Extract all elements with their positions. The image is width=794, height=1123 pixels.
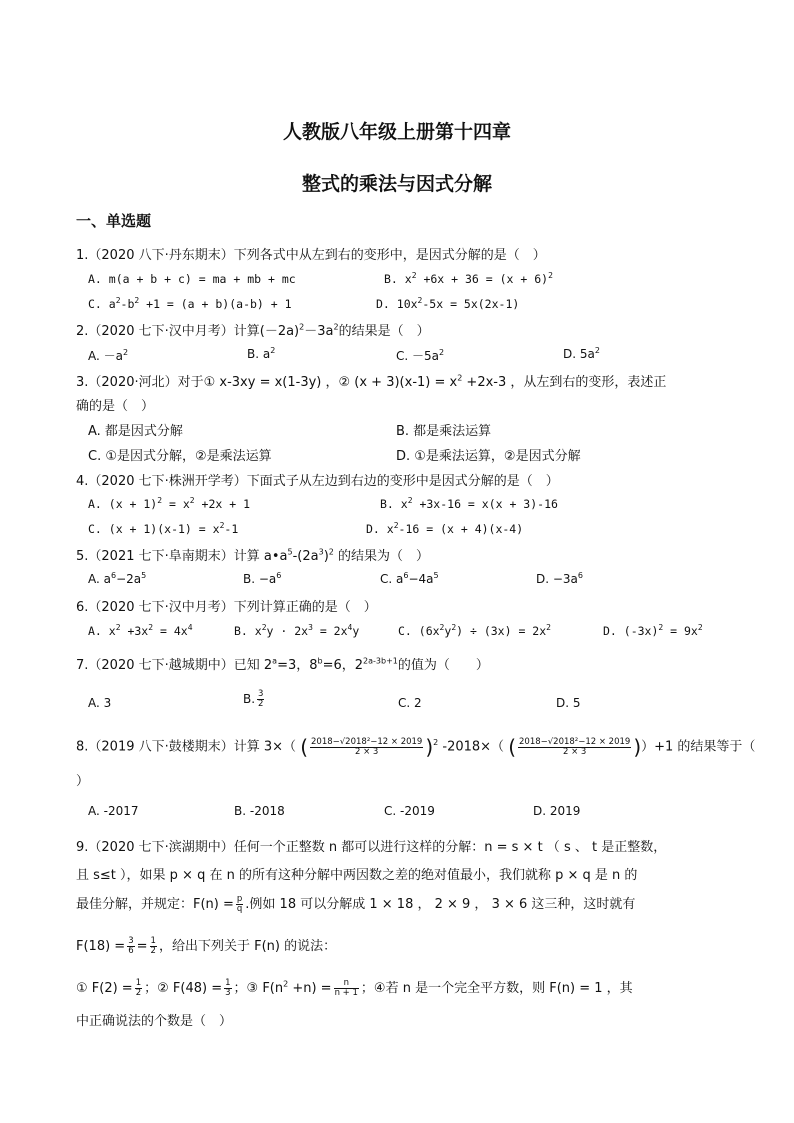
q4-option-b: B. $x^2 +3x-16 = x(x + 3)-16$ [380, 496, 558, 511]
q5-option-b: B. $-a^6$ [243, 571, 282, 586]
q2-option-a: A. $-a^2$ [88, 348, 129, 363]
q5-option-d: D. $-3a^6$ [536, 571, 584, 586]
question-8-stem: 8.（2019 八下·鼓楼期末）计算 3×（ ( $\frac{\text{2018−√2018²−12 × 2019}}{2 \times 3}$ )$^2$ -2018×（ ( $\frac{\text{2018−√2018²−12 × 2019}}{2 \times 3}$ )）+1 的结果等于（ [76, 735, 756, 759]
question-3-stem: 3.（2020·河北）对于① x-3xy = x(1-3y) ，② $(x + 3)(x-1) = x^2 +2x-3$ ，从左到右的变形，表述正 [76, 373, 667, 390]
q6-option-c: C. $(6x^2y^2) \div (3x) = 2x^2$ [398, 623, 551, 638]
q2-option-b: B. $a^2$ [247, 346, 276, 361]
q8-option-a: A. -2017 [88, 804, 139, 818]
q4-option-d: D. $x^2-16 = (x + 4)(x-4)$ [366, 521, 524, 536]
q1-option-d: D. $10x^2-5x = 5x(2x-1)$ [376, 296, 520, 311]
q6-option-b: B. $x^2y \cdot 2x^3 = 2x^4y$ [234, 623, 360, 638]
section-title: 一、单选题 [76, 212, 152, 230]
q3-option-b: B. 都是乘法运算 [396, 424, 492, 439]
q6-option-a: A. $x^2 +3x^2 = 4x^4$ [88, 623, 193, 638]
q7-option-b: B. $\frac{3}{2}$ [243, 689, 264, 709]
question-2-stem: 2.（2020 七下·汉中月考）计算$(-2a)^2-3a^2$的结果是（ ） [76, 322, 430, 339]
question-7-stem: 7.（2020 七下·越城期中）已知 $2^a=3$，$8^b=6$，$2^{2a-3b+1}$的值为（ ） [76, 656, 489, 673]
q5-option-c: C. $a^6-4a^5$ [380, 571, 439, 586]
question-9-line-4: F(18) = $\frac{3}{6}$ = $\frac{1}{2}$ ，给出下列关于 F(n) 的说法： [76, 936, 337, 956]
q3-option-d: D. ①是乘法运算，②是因式分解 [396, 449, 581, 464]
question-4-stem: 4.（2020 七下·株洲开学考）下面式子从左边到右边的变形中是因式分解的是（ ） [76, 474, 559, 489]
q7-option-c: C. 2 [398, 696, 422, 710]
question-9-line-1: 9.（2020 七下·滨湖期中）任何一个正整数 n 都可以进行这样的分解：n = s × t （ s 、 t 是正整数， [76, 840, 667, 855]
question-5-stem: 5.（2021 七下·阜南期末）计算 $a•a^5-(2a^3)^2$ 的结果为（ ） [76, 547, 429, 564]
q8-option-b: B. -2018 [234, 804, 285, 818]
q3-option-c: C. ①是因式分解，②是乘法运算 [88, 449, 272, 464]
q4-option-a: A. $(x + 1)^2 = x^2 +2x + 1$ [88, 496, 250, 511]
q5-option-a: A. $a^6-2a^5$ [88, 571, 147, 586]
q7-option-a: A. 3 [88, 696, 112, 710]
page-title: 人教版八年级上册第十四章 [282, 121, 511, 143]
q1-option-c: C. $a^2-b^2 +1 = (a + b)(a-b) + 1$ [88, 296, 292, 311]
question-3-stem-cont: 确的是（ ） [76, 399, 155, 414]
question-1-stem: 1.（2020 八下·丹东期末）下列各式中从左到右的变形中，是因式分解的是（ ） [76, 248, 546, 263]
q8-option-d: D. 2019 [533, 804, 581, 818]
q7-option-d: D. 5 [556, 696, 581, 710]
question-9-line-5: ① F(2) = $\frac{1}{2}$ ；② F(48) = $\frac{1}{3}$ ；③ $F(n^2 +n)$ = $\frac{n}{n + 1}$ ；④若 n 是一个完全平方数，则 F(n) = 1 ，其 [76, 978, 633, 998]
question-9-line-6: 中正确说法的个数是（ ） [76, 1014, 233, 1029]
q2-option-d: D. $5a^2$ [563, 346, 600, 361]
question-9-line-3: 最佳分解，并规定：F(n) = $\frac{p}{q}$ .例如 18 可以分解成 1 × 18 ， 2 × 9 ， 3 × 6 这三种，这时就有 [76, 894, 636, 914]
q2-option-c: C. $-5a^2$ [396, 348, 445, 363]
question-9-line-2: 且 s≤t ），如果 p × q 在 n 的所有这种分解中两因数之差的绝对值最小，我们就称 p × q 是 n 的 [76, 868, 638, 883]
q4-option-c: C. $(x + 1)(x-1) = x^2-1$ [88, 521, 239, 536]
question-6-stem: 6.（2020 七下·汉中月考）下列计算正确的是（ ） [76, 600, 377, 615]
q1-option-a: A. m(a + b + c) = ma + mb + mc [88, 272, 296, 286]
question-8-stem-cont: ） [76, 774, 90, 789]
q6-option-d: D. $(-3x)^2 = 9x^2$ [603, 623, 703, 638]
q8-option-c: C. -2019 [384, 804, 435, 818]
q3-option-a: A. 都是因式分解 [88, 424, 183, 439]
q1-option-b: B. $x^2 +6x + 36 = (x + 6)^2$ [384, 271, 553, 286]
page-subtitle: 整式的乘法与因式分解 [301, 173, 492, 195]
